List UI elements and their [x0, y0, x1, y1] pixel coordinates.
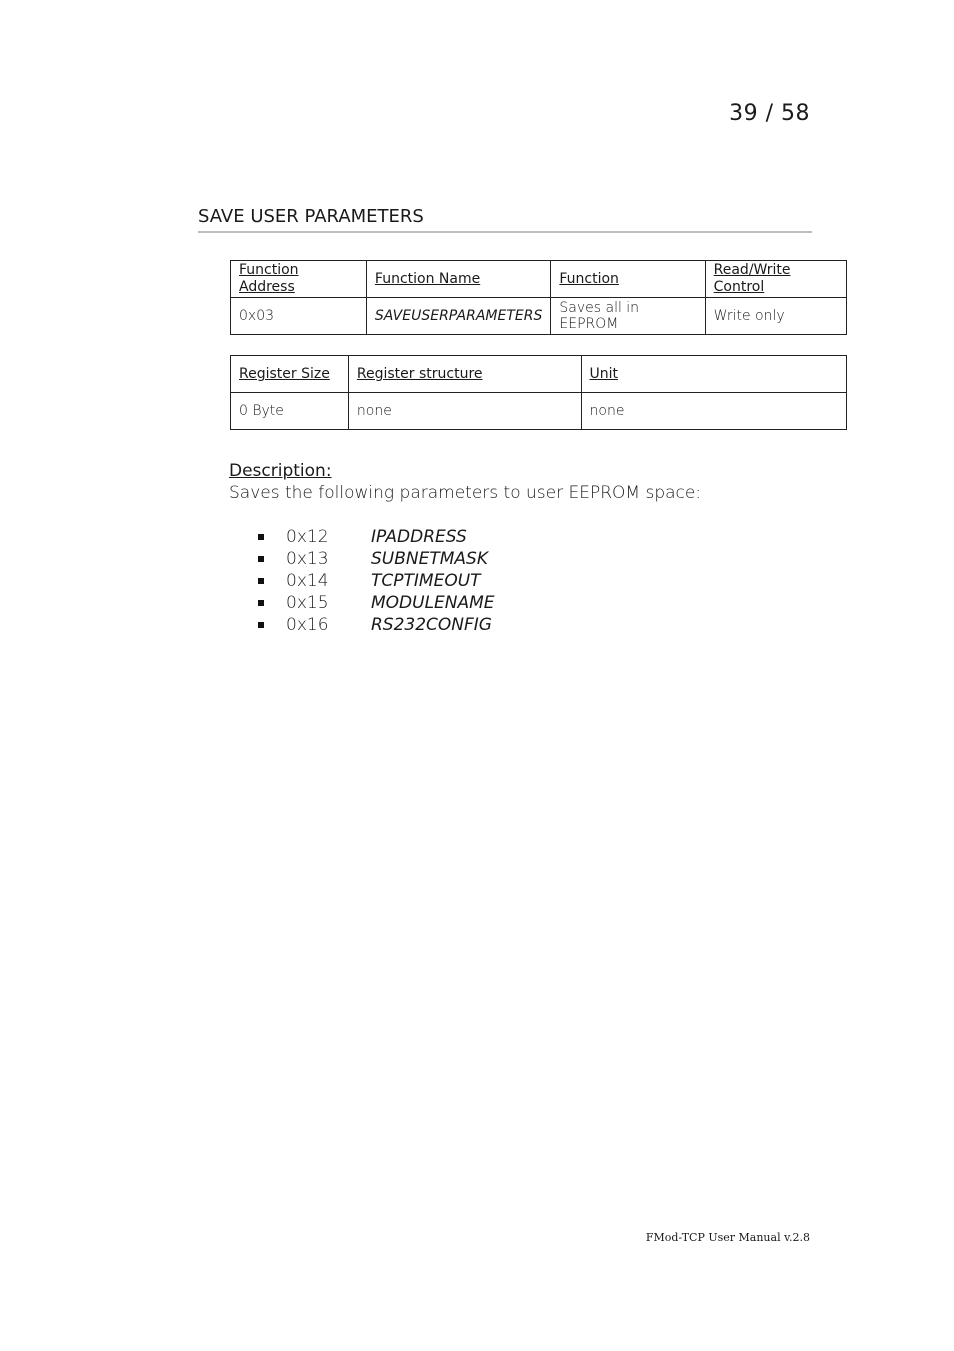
page-number: 39 / 58: [729, 101, 810, 126]
table-header-row: [231, 356, 847, 393]
table-header-row: [231, 261, 847, 298]
header-register-size: Register Size: [231, 356, 349, 393]
cell-function: Saves all in EEPROM: [551, 298, 705, 335]
param-name: SUBNETMASK: [371, 549, 488, 569]
page-footer: FMod-TCP User Manual v.2.8: [645, 1231, 810, 1244]
cell-function-name: SAVEUSERPARAMETERS: [366, 298, 550, 335]
param-name: RS232CONFIG: [371, 615, 492, 635]
cell-function-address: 0x03: [231, 298, 367, 335]
header-function-name: Function Name: [366, 261, 550, 298]
param-name: IPADDRESS: [371, 527, 467, 547]
header-function-address: Function Address: [231, 261, 367, 298]
param-address: 0x12: [286, 527, 329, 547]
table-row: [231, 393, 847, 430]
cell-register-size: 0 Byte: [231, 393, 349, 430]
function-table: [230, 260, 847, 335]
bullet-icon: [258, 600, 264, 606]
bullet-icon: [258, 578, 264, 584]
bullet-icon: [258, 534, 264, 540]
parameter-list: [258, 526, 495, 636]
list-item: [258, 526, 495, 548]
description-heading: Description:: [229, 461, 332, 481]
param-address: 0x16: [286, 615, 329, 635]
description-text: Saves the following parameters to user EEPROM space:: [229, 483, 702, 503]
list-item: [258, 548, 495, 570]
header-register-structure: Register structure: [348, 356, 581, 393]
table-row: [231, 298, 847, 335]
list-item: [258, 570, 495, 592]
param-name: MODULENAME: [371, 593, 495, 613]
param-name: TCPTIMEOUT: [371, 571, 481, 591]
header-unit: Unit: [581, 356, 846, 393]
cell-read-write-control: Write only: [705, 298, 846, 335]
header-read-write-control: Read/Write Control: [705, 261, 846, 298]
bullet-icon: [258, 556, 264, 562]
list-item: [258, 592, 495, 614]
param-address: 0x15: [286, 593, 329, 613]
list-item: [258, 614, 495, 636]
param-address: 0x14: [286, 571, 329, 591]
param-address: 0x13: [286, 549, 329, 569]
cell-unit: none: [581, 393, 846, 430]
section-title: SAVE USER PARAMETERS: [198, 206, 812, 233]
register-table: [230, 355, 847, 430]
header-function: Function: [551, 261, 705, 298]
cell-register-structure: none: [348, 393, 581, 430]
bullet-icon: [258, 622, 264, 628]
